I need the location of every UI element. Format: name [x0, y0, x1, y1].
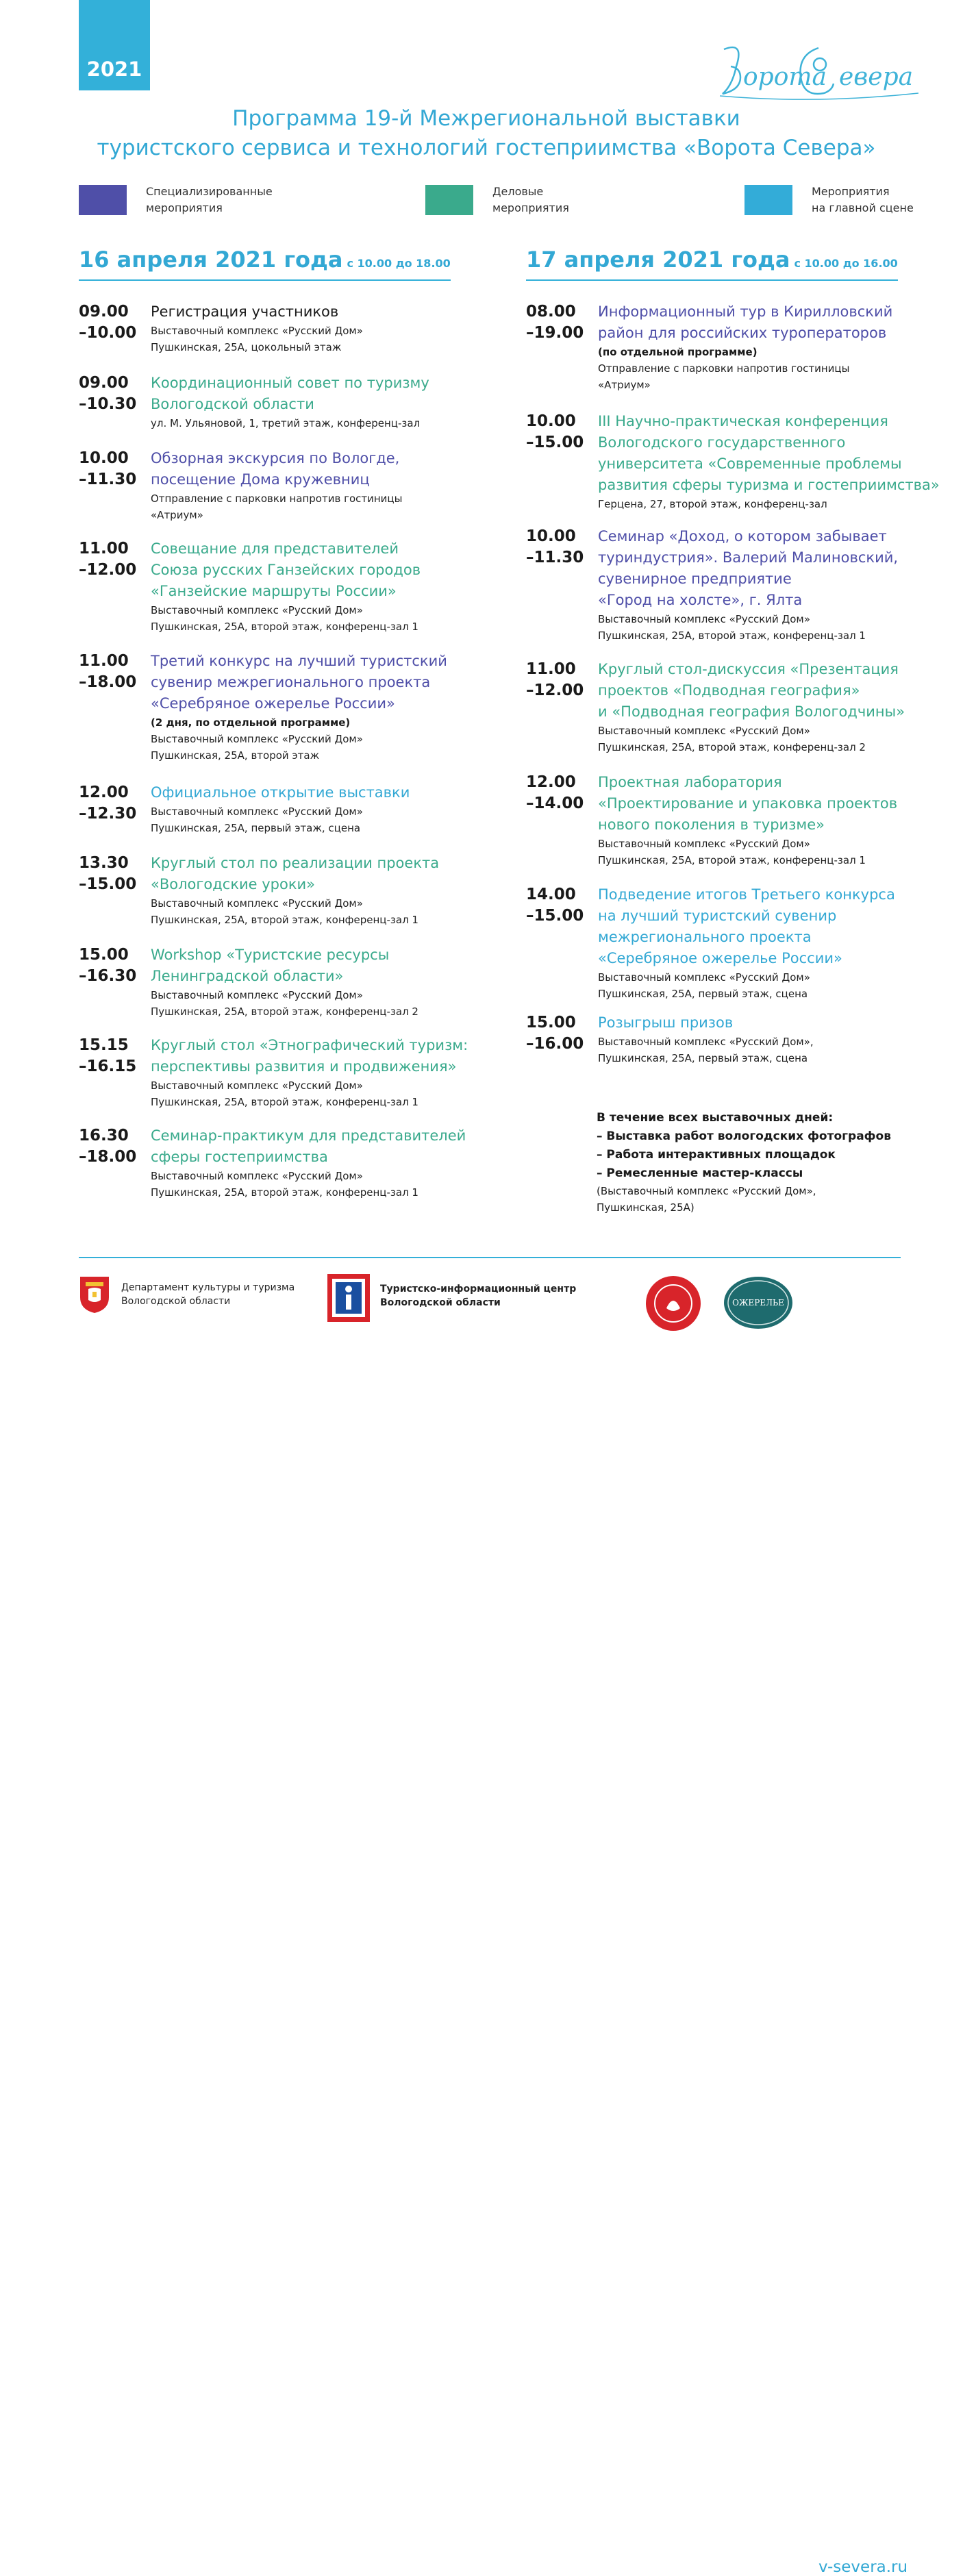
event-body: [151, 782, 507, 836]
legend-swatch-specialized: [79, 185, 127, 215]
event-end: –16.30: [79, 967, 137, 985]
day1-date: 16 апреля 2021 года: [79, 247, 343, 273]
event-location: Отправление с парковки напротив гостиницы «Атриум»: [151, 492, 403, 521]
day2-heading: [526, 247, 898, 281]
day1-heading: [79, 247, 451, 281]
legend-specialized: [79, 184, 297, 216]
all-days-item: – Выставка работ вологодских фотографов: [597, 1129, 891, 1143]
event-start: 12.00: [526, 773, 576, 791]
legend-swatch-business: [425, 185, 473, 215]
event-title: Круглый стол «Этнографический туризм: перспективы развития и продвижения»: [151, 1037, 468, 1075]
event-end: –12.00: [526, 681, 584, 699]
event-end: –19.00: [526, 324, 584, 342]
event-body: [151, 651, 507, 764]
legend-label-specialized: Специализированные мероприятия: [146, 185, 273, 214]
event-time: [79, 373, 147, 415]
event-location: Выставочный комплекс «Русский Дом» Пушкинская, 25А, цокольный этаж: [151, 325, 363, 353]
event-end: –12.30: [79, 805, 137, 823]
year-badge: [79, 0, 150, 90]
legend-label-main-stage: Мероприятия на главной сцене: [812, 185, 914, 214]
event-time: [79, 945, 147, 987]
all-days-block: [597, 1109, 925, 1216]
event-time: [526, 772, 595, 814]
event-title: Подведение итогов Третьего конкурса на лучший туристский сувенир межрегионального проекта «Серебряное ожерелье России»: [598, 886, 895, 966]
event-start: 11.00: [79, 540, 129, 558]
event-time: [79, 782, 147, 825]
event-end: –14.00: [526, 795, 584, 812]
vorota-severa-logo: [716, 36, 921, 104]
event-note: (по отдельной программе): [598, 346, 758, 358]
silver-necklace-logo: [723, 1275, 794, 1330]
event-location: Выставочный комплекс «Русский Дом» Пушкинская, 25А, второй этаж, конференц-зал 1: [151, 897, 418, 926]
event-start: 10.00: [526, 527, 576, 545]
event-body: [151, 538, 507, 635]
day2-hours: с 10.00 до 16.00: [794, 257, 898, 270]
event-time: [79, 651, 147, 693]
event-end: –11.30: [79, 471, 137, 488]
title-line-1: Программа 19-й Межрегиональной выставки: [232, 106, 740, 131]
event-start: 15.00: [79, 946, 129, 964]
event-start: 09.00: [79, 303, 129, 321]
event-time: [79, 448, 147, 490]
event-start: 12.00: [79, 784, 129, 801]
event-location: Выставочный комплекс «Русский Дом» Пушкинская, 25А, второй этаж, конференц-зал 1: [151, 1170, 418, 1199]
event-body: [598, 659, 954, 755]
event-location: Выставочный комплекс «Русский Дом» Пушкинская, 25А, второй этаж, конференц-зал 2: [598, 725, 866, 753]
event-location: Выставочный комплекс «Русский Дом» Пушкинская, 25А, первый этаж, сцена: [598, 971, 810, 1000]
event-end: –12.00: [79, 561, 137, 579]
event-title: Официальное открытие выставки: [151, 784, 410, 801]
event-title: III Научно-практическая конференция Вологодского государственного университета «Современные проблемы развития сферы туризма и гостеприимства»: [598, 413, 940, 493]
event-body: [151, 1125, 507, 1201]
all-days-heading: В течение всех выставочных дней:: [597, 1111, 834, 1125]
event-time: [526, 1012, 595, 1055]
svg-text:евера: евера: [839, 63, 914, 91]
event-title: Workshop «Туристские ресурсы Ленинградской области»: [151, 947, 390, 984]
event-start: 08.00: [526, 303, 576, 321]
event-body: [598, 884, 954, 1002]
event-location: Выставочный комплекс «Русский Дом» Пушкинская, 25А, второй этаж, конференц-зал 1: [151, 604, 418, 633]
event-time: [526, 884, 595, 927]
all-days-item: – Работа интерактивных площадок: [597, 1148, 836, 1162]
event-location: Выставочный комплекс «Русский Дом» Пушкинская, 25А, второй этаж, конференц-зал 1: [151, 1079, 418, 1108]
all-days-item: – Ремесленные мастер-классы: [597, 1166, 803, 1180]
event-start: 09.00: [79, 374, 129, 392]
footer: [0, 1274, 976, 2576]
dept-culture-tourism: Департамент культуры и туризма Вологодской области: [121, 1282, 295, 1307]
event-end: –15.00: [79, 875, 137, 893]
event-location: Выставочный комплекс «Русский Дом» Пушкинская, 25А, второй этаж, конференц-зал 1: [598, 838, 866, 866]
event-end: –15.00: [526, 907, 584, 925]
event-start: 11.00: [79, 652, 129, 670]
event-body: [151, 301, 507, 355]
tourist-info-center-icon: [327, 1274, 370, 1322]
event-body: [598, 1012, 954, 1066]
event-location: Выставочный комплекс «Русский Дом» Пушкинская, 25А, первый этаж, сцена: [151, 805, 363, 834]
event-time: [79, 538, 147, 581]
day1-hours: с 10.00 до 18.00: [347, 257, 451, 270]
legend-business: [425, 184, 643, 216]
event-start: 13.30: [79, 854, 129, 872]
event-start: 11.00: [526, 660, 576, 678]
event-body: [151, 853, 507, 928]
event-location: Отправление с парковки напротив гостиницы «Атриум»: [598, 362, 850, 391]
event-location: Герцена, 27, второй этаж, конференц-зал: [598, 498, 827, 510]
event-end: –15.00: [526, 434, 584, 451]
event-time: [526, 411, 595, 453]
event-end: –18.00: [79, 673, 137, 691]
event-body: [598, 411, 954, 512]
legend-main-stage: [744, 184, 962, 216]
event-location: Выставочный комплекс «Русский Дом» Пушкинская, 25А, второй этаж, конференц-зал 1: [598, 613, 866, 642]
event-time: [79, 1125, 147, 1168]
tourist-info-center: Туристско-информационный центр Вологодской области: [380, 1284, 577, 1308]
event-body: [151, 1035, 507, 1110]
event-title: Семинар «Доход, о котором забывает туриндустрия». Валерий Малиновский, сувенирное предприятие «Город на холсте», г. Ялта: [598, 528, 899, 608]
event-start: 15.00: [526, 1014, 576, 1031]
title-line-2: туристского сервиса и технологий гостеприимства «Ворота Севера»: [97, 136, 876, 160]
event-title: Проектная лаборатория «Проектирование и упаковка проектов нового поколения в туризме»: [598, 774, 898, 833]
event-start: 16.30: [79, 1127, 129, 1145]
event-title: Семинар-практикум для представителей сферы гостеприимства: [151, 1127, 466, 1165]
event-end: –11.30: [526, 549, 584, 566]
website-link[interactable]: v-severa.ru: [818, 2558, 908, 2576]
event-title: Круглый стол-дискуссия «Презентация проектов «Подводная география» и «Подводная география Вологодчины»: [598, 661, 905, 720]
event-title: Третий конкурс на лучший туристский сувенир межрегионального проекта «Серебряное ожерелье России»: [151, 653, 447, 712]
event-time: [79, 301, 147, 344]
event-title: Регистрация участников: [151, 303, 339, 320]
vologda-coat-of-arms-icon: [79, 1274, 110, 1314]
event-time: [79, 1035, 147, 1077]
event-start: 14.00: [526, 886, 576, 903]
program-title: [82, 104, 890, 163]
event-body: [151, 373, 507, 432]
event-location: ул. М. Ульяновой, 1, третий этаж, конференц-зал: [151, 417, 421, 429]
event-location: Выставочный комплекс «Русский Дом», Пушкинская, 25А, первый этаж, сцена: [598, 1036, 814, 1064]
event-body: [151, 945, 507, 1020]
event-end: –16.15: [79, 1058, 137, 1075]
event-note: (2 дня, по отдельной программе): [151, 716, 351, 729]
event-title: Координационный совет по туризму Вологодской области: [151, 375, 429, 412]
day2-date: 17 апреля 2021 года: [526, 247, 790, 273]
year-text: 2021: [86, 58, 142, 81]
event-body: [151, 448, 507, 523]
event-body: [598, 301, 954, 393]
event-title: Информационный тур в Кирилловский район для российских туроператоров: [598, 303, 893, 341]
event-title: Обзорная экскурсия по Вологде, посещение Дома кружевниц: [151, 450, 400, 488]
event-start: 10.00: [79, 449, 129, 467]
event-start: 10.00: [526, 412, 576, 430]
event-time: [79, 853, 147, 895]
event-time: [526, 659, 595, 701]
event-title: Розыгрыш призов: [598, 1014, 734, 1031]
event-title: Круглый стол по реализации проекта «Вологодские уроки»: [151, 855, 440, 892]
event-end: –16.00: [526, 1035, 584, 1053]
event-title: Совещание для представителей Союза русских Ганзейских городов «Ганзейские маршруты России»: [151, 540, 421, 599]
event-body: [598, 526, 954, 644]
all-days-location: (Выставочный комплекс «Русский Дом», Пушкинская, 25А): [597, 1185, 816, 1214]
event-end: –10.00: [79, 324, 137, 342]
event-location: Выставочный комплекс «Русский Дом» Пушкинская, 25А, второй этаж: [151, 733, 363, 762]
footer-divider: [79, 1257, 901, 1258]
vologda-region-stamp-logo: [644, 1274, 703, 1333]
event-location: Выставочный комплекс «Русский Дом» Пушкинская, 25А, второй этаж, конференц-зал 2: [151, 989, 418, 1018]
legend-swatch-main-stage: [744, 185, 792, 215]
event-start: 15.15: [79, 1036, 129, 1054]
event-end: –18.00: [79, 1148, 137, 1166]
event-body: [598, 772, 954, 868]
svg-text:ОЖЕРЕЛЬЕ: ОЖЕРЕЛЬЕ: [732, 1298, 784, 1308]
svg-text:орота: орота: [743, 63, 827, 91]
legend-label-business: Деловые мероприятия: [492, 185, 569, 214]
event-end: –10.30: [79, 395, 137, 413]
event-time: [526, 301, 595, 344]
event-time: [526, 526, 595, 568]
